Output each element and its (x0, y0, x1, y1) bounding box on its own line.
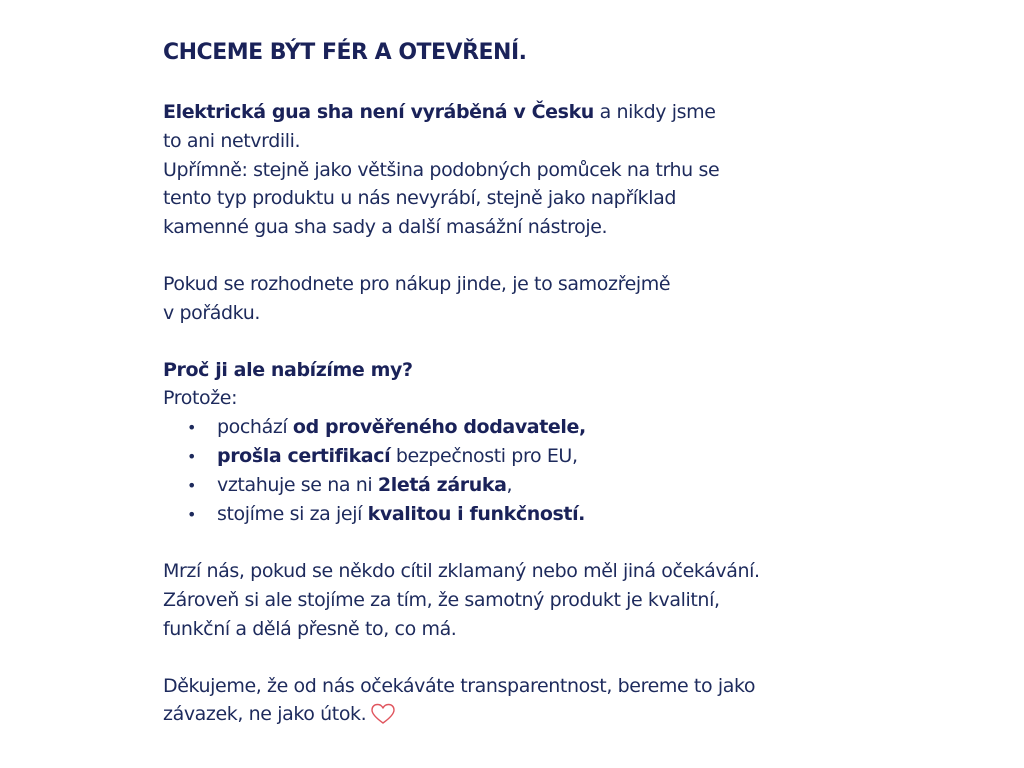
statement-page (163, 36, 943, 735)
regret-line-1: Mrzí nás, pokud se někdo cítil zklamaný nebo měl jiná očekávání. (163, 560, 760, 583)
elsewhere-line-2: v pořádku. (163, 301, 260, 324)
regret-paragraph (163, 557, 943, 643)
reason-text-post: bezpečnosti pro EU, (390, 445, 578, 468)
intro-paragraph (163, 98, 943, 242)
reason-bold: od prověřeného dodavatele, (292, 416, 586, 439)
why-section (163, 356, 943, 414)
bullet-icon: • (187, 476, 197, 496)
bullet-icon: • (187, 447, 197, 467)
intro-bold-lead: Elektrická gua sha není vyráběná v Česku (163, 101, 594, 123)
list-item (163, 442, 943, 471)
reason-text: pochází (217, 416, 293, 439)
bullet-icon: • (187, 505, 197, 525)
reason-bold: 2letá záruka (377, 474, 507, 497)
reason-text-post: , (506, 474, 513, 497)
list-item (163, 500, 943, 529)
list-item (163, 471, 943, 500)
intro-line-1 (163, 98, 943, 127)
thanks-line-2 (163, 700, 943, 735)
regret-line-2: Zároveň si ale stojíme za tím, že samotný produkt je kvalitní, (163, 588, 720, 611)
intro-line-4: tento typ produktu u nás nevyrábí, stejně jako například (163, 187, 677, 210)
reason-bold: prošla certifikací (217, 445, 391, 468)
why-heading: Proč ji ale nabízíme my? (163, 358, 413, 381)
reasons-list (163, 413, 943, 529)
reason-text: stojíme si za její (217, 503, 368, 526)
intro-line-2: to ani netvrdili. (163, 129, 301, 152)
thanks-line-2-text: závazek, ne jako útok. (163, 703, 367, 726)
why-because: Protože: (163, 387, 238, 410)
intro-line-1-rest: a nikdy jsme (593, 101, 716, 123)
thanks-paragraph (163, 672, 943, 736)
list-item (163, 413, 943, 442)
reason-text: vztahuje se na ni (217, 474, 378, 497)
intro-line-3: Upřímně: stejně jako většina podobných pomůcek na trhu se (163, 158, 720, 181)
page-title: CHCEME BÝT FÉR A OTEVŘENÍ. (163, 40, 527, 65)
intro-line-5: kamenné gua sha sady a další masážní nástroje. (163, 216, 608, 239)
heart-outline-icon (370, 702, 396, 735)
thanks-line-1: Děkujeme, že od nás očekáváte transparentnost, bereme to jako (163, 674, 756, 697)
elsewhere-line-1: Pokud se rozhodnete pro nákup jinde, je to samozřejmě (163, 272, 671, 295)
regret-line-3: funkční a dělá přesně to, co má. (163, 617, 457, 640)
elsewhere-paragraph (163, 270, 943, 328)
bullet-icon: • (187, 418, 197, 438)
reason-bold: kvalitou i funkčností. (367, 503, 586, 526)
